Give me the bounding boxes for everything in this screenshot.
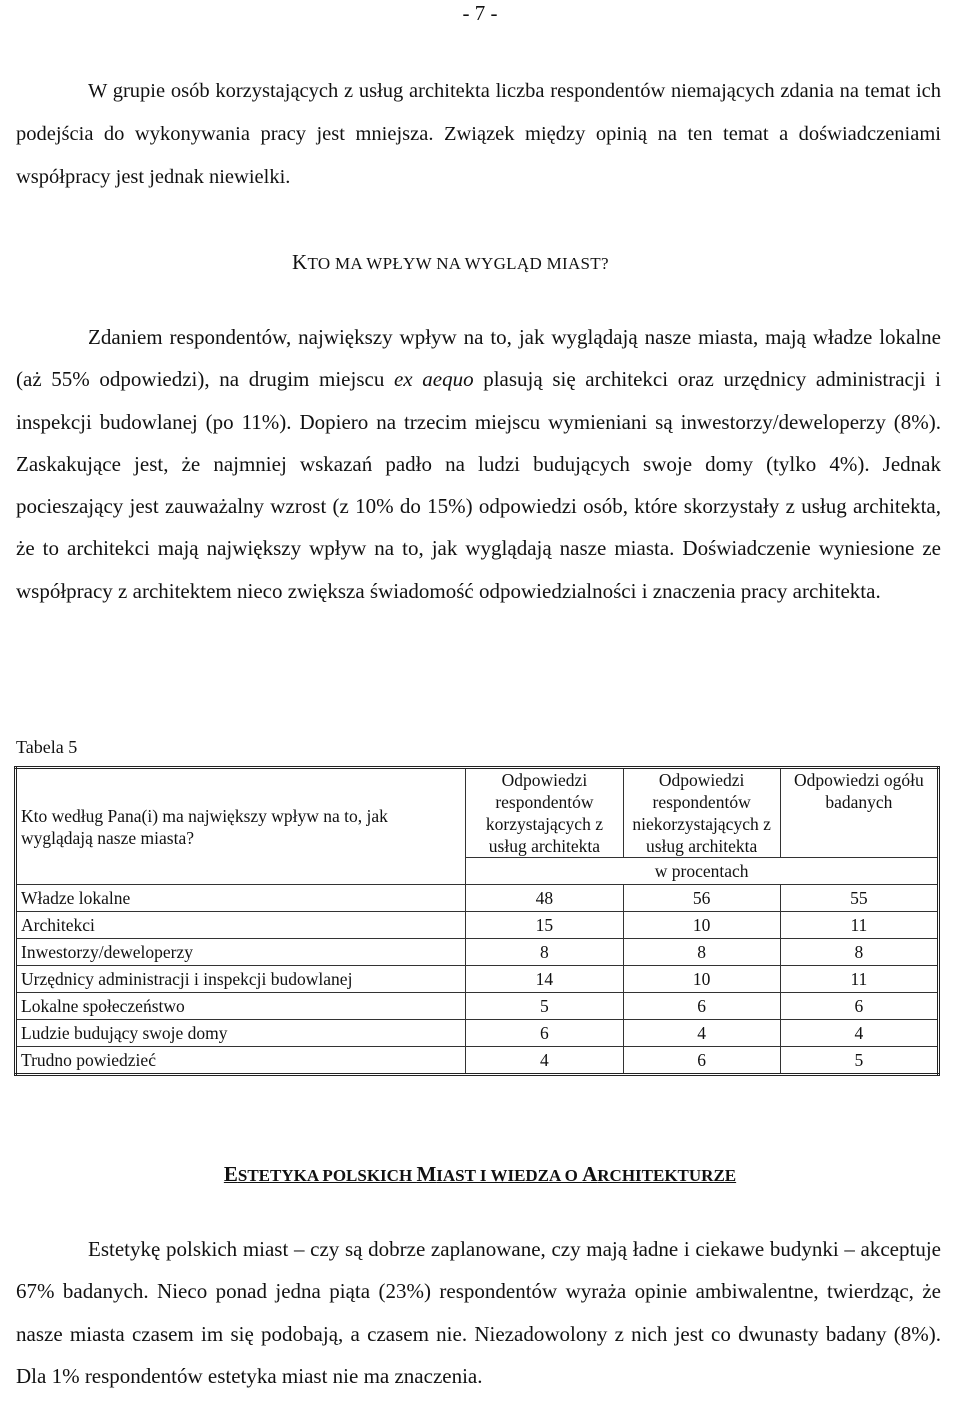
cell-value: 15 bbox=[466, 912, 623, 939]
cell-value: 10 bbox=[623, 912, 780, 939]
paragraph-intro-text: W grupie osób korzystających z usług architekta liczba respondentów niemających zdania na temat ich podejścia do wykonywania pracy jest mniejsza. Związek między opinią na ten temat a doświadczeniami współpracy jest jednak niewielki. bbox=[16, 80, 941, 188]
cell-value: 6 bbox=[780, 993, 938, 1020]
cell-value: 5 bbox=[780, 1047, 938, 1075]
paragraph-intro bbox=[16, 70, 941, 199]
cell-value: 48 bbox=[466, 885, 623, 912]
paragraph-influence-italic: ex aequo bbox=[393, 367, 474, 392]
cell-value: 8 bbox=[780, 939, 938, 966]
cell-value: 6 bbox=[623, 993, 780, 1020]
column-header-nonusers: Odpowiedzi respondentów niekorzystających z usług architekta bbox=[623, 768, 780, 858]
section-heading-influence bbox=[292, 250, 609, 275]
row-label: Architekci bbox=[16, 912, 466, 939]
table-row bbox=[16, 885, 939, 912]
cell-value: 14 bbox=[466, 966, 623, 993]
table-unit: w procentach bbox=[466, 858, 939, 885]
table-header-row bbox=[16, 768, 939, 858]
table-caption: Tabela 5 bbox=[16, 737, 78, 757]
row-label: Lokalne społeczeństwo bbox=[16, 993, 466, 1020]
cell-value: 55 bbox=[780, 885, 938, 912]
row-label: Inwestorzy/deweloperzy bbox=[16, 939, 466, 966]
table-row bbox=[16, 1047, 939, 1075]
cell-value: 4 bbox=[466, 1047, 623, 1075]
heading-initial: E bbox=[223, 1162, 238, 1186]
table-row bbox=[16, 993, 939, 1020]
cell-value: 8 bbox=[623, 939, 780, 966]
heading-part: IAST I WIEDZA O bbox=[436, 1166, 583, 1185]
heading-initial: A bbox=[582, 1162, 598, 1186]
cell-value: 11 bbox=[780, 966, 938, 993]
paragraph-aesthetics-text: Estetykę polskich miast – czy są dobrze zaplanowane, czy mają ładne i ciekawe budynki – akceptuje 67% badanych. Nieco ponad jedna piąta (23%) respondentów wyraża opinie ambiwalentne, twierdząc, że nasze miasta czasem im się podobają, a czasem nie. Niezadowolony z nich jest co dwunasty badany (8%). Dla 1% respondentów estetyka miast nie ma znaczenia. bbox=[16, 1237, 941, 1388]
heading-part: RCHITEKTURZE bbox=[597, 1166, 737, 1185]
heading-initial: M bbox=[416, 1162, 437, 1186]
paragraph-influence bbox=[16, 316, 941, 612]
row-label: Władze lokalne bbox=[16, 885, 466, 912]
table-body bbox=[16, 885, 939, 1075]
cell-value: 6 bbox=[623, 1047, 780, 1075]
cell-value: 4 bbox=[780, 1020, 938, 1047]
cell-value: 11 bbox=[780, 912, 938, 939]
row-label: Trudno powiedzieć bbox=[16, 1047, 466, 1075]
cell-value: 10 bbox=[623, 966, 780, 993]
table-question-header: Kto według Pana(i) ma największy wpływ na to, jak wyglądają nasze miasta? bbox=[16, 768, 466, 885]
cell-value: 56 bbox=[623, 885, 780, 912]
table-row bbox=[16, 939, 939, 966]
paragraph-influence-part2: plasują się architekci oraz urzędnicy administracji i inspekcji budowlanej (po 11%). Dopiero na trzecim miejscu wymieniani są inwestorzy/deweloperzy (8%). Zaskakujące jest, że najmniej wskazań padło na ludzi budujących swoje domy (tylko 4%). Jednak pocieszający jest zauważalny wzrost (z 10% do 15%) odpowiedzi osób, które skorzystały z usług architekta, że to architekci mają największy wpływ na to, jak wyglądają nasze miasta. Doświadczenie wyniesione ze współpracy z architektem nieco zwiększa świadomość odpowiedzialności i znaczenia pracy architekta. bbox=[16, 367, 942, 603]
page-number: - 7 - bbox=[462, 1, 498, 25]
heading-rest: TO MA WPŁYW NA WYGLĄD MIAST? bbox=[307, 254, 609, 273]
heading-part: STETYKA POLSKICH bbox=[237, 1166, 417, 1185]
cell-value: 8 bbox=[466, 939, 623, 966]
paragraph-influence-part1: Zdaniem respondentów, największy wpływ na to, jak wyglądają nasze miasta, mają władze lokalne (aż 55% odpowiedzi), na drugim miejscu bbox=[16, 325, 941, 392]
table-row bbox=[16, 966, 939, 993]
table-row bbox=[16, 912, 939, 939]
data-table bbox=[14, 766, 940, 1076]
paragraph-aesthetics bbox=[16, 1228, 941, 1397]
column-header-all: Odpowiedzi ogółu badanych bbox=[780, 768, 938, 858]
cell-value: 6 bbox=[466, 1020, 623, 1047]
row-label: Urzędnicy administracji i inspekcji budowlanej bbox=[16, 966, 466, 993]
cell-value: 4 bbox=[623, 1020, 780, 1047]
cell-value: 5 bbox=[466, 993, 623, 1020]
table-row bbox=[16, 1020, 939, 1047]
column-header-users: Odpowiedzi respondentów korzystających z usług architekta bbox=[466, 768, 623, 858]
row-label: Ludzie budujący swoje domy bbox=[16, 1020, 466, 1047]
section-heading-aesthetics bbox=[0, 1162, 960, 1187]
heading-initial: K bbox=[292, 250, 308, 274]
